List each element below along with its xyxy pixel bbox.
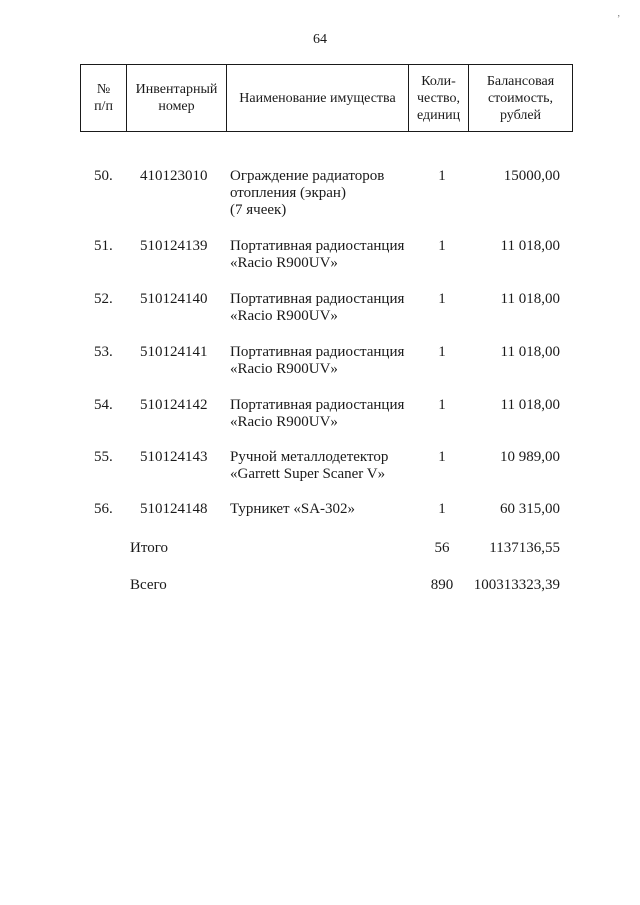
row-inventory-number: 510124140	[140, 291, 208, 307]
row-cost: 11 018,00	[500, 291, 560, 307]
row-quantity: 1	[438, 238, 446, 254]
row-quantity: 1	[438, 501, 446, 517]
row-quantity: 1	[438, 291, 446, 307]
header-col-cost: Балансовая стоимость, рублей	[469, 65, 573, 132]
total-quantity: 56	[434, 540, 450, 556]
row-item-name: Турникет «SA-302»	[230, 501, 356, 517]
row-inventory-number: 510124143	[140, 449, 208, 465]
page-number: 64	[313, 32, 327, 47]
row-cost: 60 315,00	[500, 501, 560, 517]
row-item-name: Ручной металлодетектор «Garrett Super Scaner V»	[230, 449, 389, 482]
row-cost: 11 018,00	[500, 397, 560, 413]
row-item-name: Портативная радиостанция «Racio R900UV»	[230, 238, 405, 271]
row-item-name: Ограждение радиаторов отопления (экран) (7 ячеек)	[230, 168, 385, 218]
header-col-name: Наименование имущества	[227, 65, 409, 132]
row-cost: 11 018,00	[500, 344, 560, 360]
row-number: 54.	[94, 397, 113, 413]
total-label: Итого	[130, 540, 168, 556]
row-number: 51.	[94, 238, 113, 254]
grand-total-quantity: 890	[430, 577, 454, 593]
row-quantity: 1	[438, 449, 446, 465]
header-col-quantity: Коли- чество, единиц	[409, 65, 469, 132]
row-number: 50.	[94, 168, 113, 184]
row-inventory-number: 510124142	[140, 397, 208, 413]
row-inventory-number: 510124139	[140, 238, 208, 254]
row-item-name: Портативная радиостанция «Racio R900UV»	[230, 397, 405, 430]
row-quantity: 1	[438, 344, 446, 360]
row-cost: 10 989,00	[500, 449, 560, 465]
row-cost: 11 018,00	[500, 238, 560, 254]
scan-mark: ,	[617, 8, 620, 19]
row-number: 55.	[94, 449, 113, 465]
row-number: 56.	[94, 501, 113, 517]
row-cost: 15000,00	[503, 168, 560, 184]
row-number: 52.	[94, 291, 113, 307]
row-item-name: Портативная радиостанция «Racio R900UV»	[230, 344, 405, 377]
row-quantity: 1	[438, 168, 446, 184]
inventory-table-header	[80, 64, 573, 132]
row-item-name: Портативная радиостанция «Racio R900UV»	[230, 291, 405, 324]
row-inventory-number: 510124141	[140, 344, 208, 360]
total-cost: 1137136,55	[489, 540, 560, 556]
header-col-inventory: Инвентарный номер	[127, 65, 227, 132]
header-col-number: № п/п	[81, 65, 127, 132]
row-number: 53.	[94, 344, 113, 360]
row-inventory-number: 510124148	[140, 501, 208, 517]
grand-total-cost: 100313323,39	[473, 577, 560, 593]
row-quantity: 1	[438, 397, 446, 413]
grand-total-label: Всего	[130, 577, 167, 593]
row-inventory-number: 410123010	[140, 168, 208, 184]
